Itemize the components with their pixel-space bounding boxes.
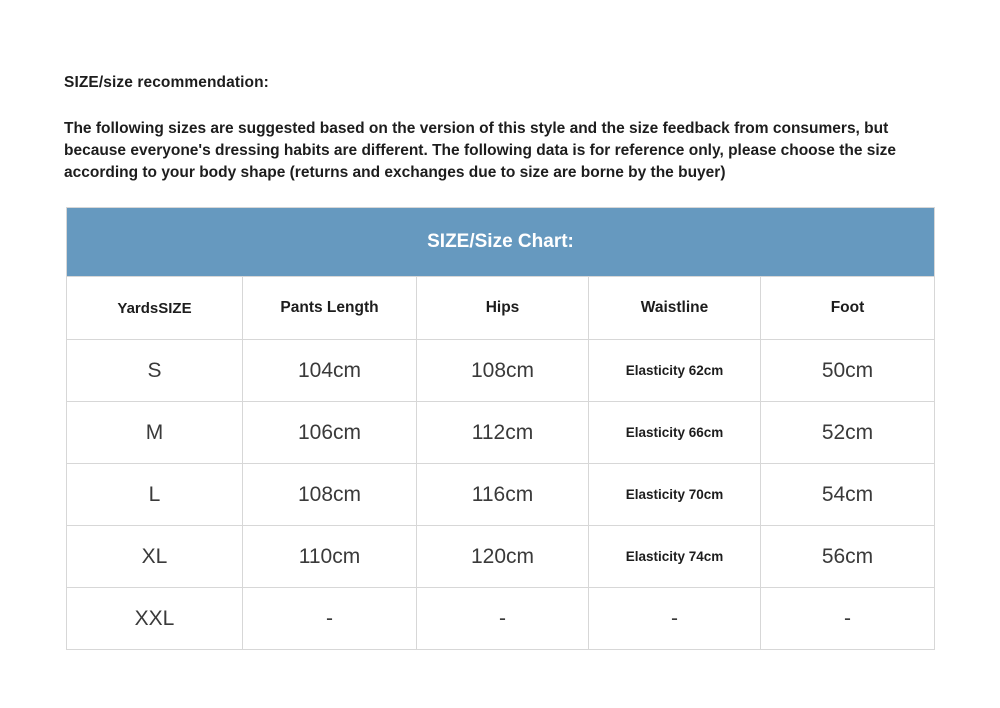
table-row — [67, 340, 935, 402]
cell-hips: 120cm — [417, 526, 589, 588]
size-chart-table — [66, 207, 935, 650]
cell-foot: 52cm — [761, 402, 935, 464]
cell-foot: 54cm — [761, 464, 935, 526]
cell-size: XXL — [67, 588, 243, 650]
cell-hips: 116cm — [417, 464, 589, 526]
page-title: SIZE/size recommendation: — [64, 74, 269, 91]
intro-text-block — [64, 118, 944, 184]
table-row — [67, 464, 935, 526]
table-row — [67, 588, 935, 650]
table-title: SIZE/Size Chart: — [67, 208, 935, 277]
column-header-hips: Hips — [417, 277, 589, 340]
table-row — [67, 526, 935, 588]
table-title-row — [67, 208, 935, 277]
cell-size: M — [67, 402, 243, 464]
table-header-row — [67, 277, 935, 340]
cell-waistline: Elasticity 66cm — [589, 402, 761, 464]
intro-paragraph: The following sizes are suggested based on the version of this style and the size feedback from consumers, but because everyone's dressing habits are different. The following data is for reference only, please choose the size according to your body shape (returns and exchanges due to size are borne by the buyer) — [64, 120, 897, 181]
size-chart-table-wrapper — [66, 207, 934, 650]
cell-waistline: Elasticity 70cm — [589, 464, 761, 526]
cell-size: S — [67, 340, 243, 402]
column-header-foot: Foot — [761, 277, 935, 340]
cell-foot: - — [761, 588, 935, 650]
cell-pants-length: - — [243, 588, 417, 650]
cell-pants-length: 106cm — [243, 402, 417, 464]
cell-waistline: Elasticity 62cm — [589, 340, 761, 402]
column-header-waistline: Waistline — [589, 277, 761, 340]
cell-size: L — [67, 464, 243, 526]
table-row — [67, 402, 935, 464]
cell-waistline: Elasticity 74cm — [589, 526, 761, 588]
cell-hips: 112cm — [417, 402, 589, 464]
cell-size: XL — [67, 526, 243, 588]
cell-hips: 108cm — [417, 340, 589, 402]
column-header-pants-length: Pants Length — [243, 277, 417, 340]
cell-pants-length: 104cm — [243, 340, 417, 402]
cell-pants-length: 108cm — [243, 464, 417, 526]
cell-foot: 56cm — [761, 526, 935, 588]
cell-foot: 50cm — [761, 340, 935, 402]
cell-hips: - — [417, 588, 589, 650]
cell-pants-length: 110cm — [243, 526, 417, 588]
column-header-yards-size: YardsSIZE — [67, 277, 243, 340]
cell-waistline: - — [589, 588, 761, 650]
